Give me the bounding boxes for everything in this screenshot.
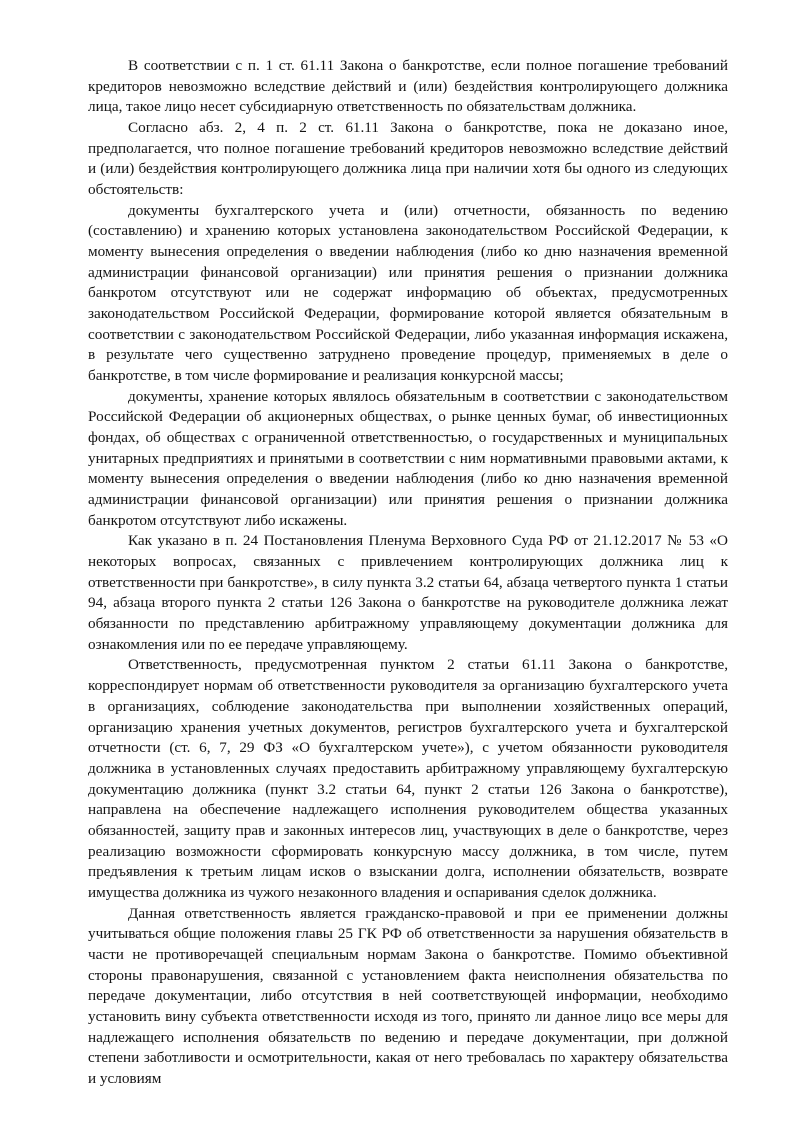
paragraph: Данная ответственность является гражданско-правовой и при ее применении должны учитываться общие положения главы 25 ГК РФ об ответственности за нарушения обязательств в части не противоречащей специальным нормам Закона о банкротстве. Помимо объективной стороны правонарушения, связанной с установлением факта неисполнения обязательства по передаче документации, либо отсутствия в ней соответствующей информации, необходимо установить вину субъекта ответственности исходя из того, принято ли данное лицо все меры для надлежащего исполнения обязательств по ведению и передаче документации, при должной степени заботливости и осмотрительности, какая от него требовалась по характеру обязательства и условиям bbox=[88, 904, 728, 1087]
paragraph: Как указано в п. 24 Постановления Пленума Верховного Суда РФ от 21.12.2017 № 53 «О некоторых вопросах, связанных с привлечением контролирующих должника лиц к ответственности при банкротстве», в силу пункта 3.2 статьи 64, абзаца четвертого пункта 1 статьи 94, абзаца второго пункта 2 статьи 126 Закона о банкротстве на руководителе должника лежат обязанности по представлению арбитражному управляющему документации должника для ознакомления или по ее передаче управляющему. bbox=[88, 532, 728, 653]
paragraph: документы, хранение которых являлось обязательным в соответствии с законодательством Российской Федерации об акционерных обществах, о рынке ценных бумаг, об инвестиционных фондах, об обществах с ограниченной ответственностью, о государственных и муниципальных унитарных предприятиях и принятыми в соответствии с ним нормативными правовыми актами, к моменту вынесения определения о введении наблюдения (либо ко дню назначения временной администрации финансовой организации) или принятия решения о признании должника банкротом отсутствуют либо искажены. bbox=[88, 387, 728, 529]
paragraph: документы бухгалтерского учета и (или) отчетности, обязанность по ведению (составлению) и хранению которых установлена законодательством Российской Федерации, к моменту вынесения определения о введении наблюдения (либо ко дню назначения временной администрации финансовой организации) или принятия решения о признании должника банкротом отсутствуют или не содержат информацию об объектах, предусмотренных законодательством Российской Федерации, формирование которой является обязательным в соответствии с законодательством Российской Федерации, либо указанная информация искажена, в результате чего существенно затруднено проведение процедур, применяемых в деле о банкротстве, в том числе формирование и реализация конкурсной массы; bbox=[88, 201, 728, 385]
document-body bbox=[88, 56, 728, 1090]
paragraph: Ответственность, предусмотренная пунктом 2 статьи 61.11 Закона о банкротстве, корреспондирует нормам об ответственности руководителя за организацию бухгалтерского учета в организациях, соблюдение законодательства при выполнении хозяйственных операций, организацию хранения учетных документов, регистров бухгалтерского учета и бухгалтерской отчетности (ст. 6, 7, 29 ФЗ «О бухгалтерском учете»), с учетом обязанности руководителя должника в установленных случаях предоставить арбитражному управляющему бухгалтерскую документацию должника (пункт 3.2 статьи 64, пункт 2 статьи 126 Закона о банкротстве), направлена на обеспечение надлежащего исполнения руководителем общества указанных обязанностей, защиту прав и законных интересов лиц, участвующих в деле о банкротстве, через реализацию возможности сформировать конкурсную массу должника, в том числе, путем предъявления к третьим лицам исков о взыскании долга, исполнении обязательств, возврате имущества должника из чужого незаконного владения и оспаривания сделок должника. bbox=[88, 656, 728, 901]
paragraph: В соответствии с п. 1 ст. 61.11 Закона о банкротстве, если полное погашение требований кредиторов невозможно вследствие действий и (или) бездействия контролирующего должника лица, такое лицо несет субсидиарную ответственность по обязательствам должника. bbox=[88, 57, 728, 116]
paragraph: Согласно абз. 2, 4 п. 2 ст. 61.11 Закона о банкротстве, пока не доказано иное, предполагается, что полное погашение требований кредиторов невозможно вследствие действий и (или) бездействия контролирующего должника лица при наличии хотя бы одного из следующих обстоятельств: bbox=[88, 119, 728, 199]
